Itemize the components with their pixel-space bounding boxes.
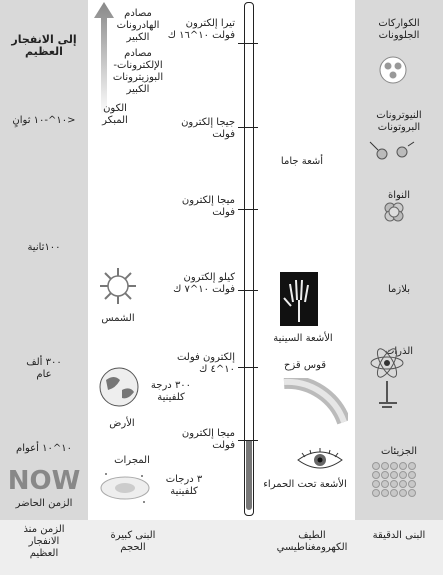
now-logo: NOW (7, 466, 81, 496)
nucleus-label: النواة (387, 190, 411, 201)
hadron-collider-label: مصادم الهادرونات الكبير (116, 8, 160, 43)
thermometer-fill (246, 440, 252, 510)
energy-label-mev: ميجا إلكترون فولت (181, 195, 235, 218)
earth-icon (98, 366, 140, 408)
energy-label-gev: جيجا إلكترون فولت (181, 117, 235, 140)
scale-tick (238, 43, 258, 44)
thermometer-tube (244, 2, 254, 516)
time-label-3: ٣٠٠ ألف عام (26, 357, 62, 380)
atoms-label: الذرات (384, 346, 414, 357)
scale-tick (238, 367, 258, 368)
nucleus-icon (382, 200, 406, 224)
xray-label: الأشعة السينية (273, 333, 333, 344)
nucleons-label: النيوترونات البروتونات (376, 110, 422, 133)
energy-label-ev: إلكترون فولت ١٠^٤ ك (176, 352, 235, 375)
energy-label-kev: كيلو إلكترون فولت ١٠^٧ ك (173, 272, 235, 295)
early-universe-label: الكون المبكر (102, 103, 128, 126)
time-column (0, 0, 88, 520)
xray-hand-icon (280, 272, 318, 326)
electron-collider-label: مصادم الإلكترونات- البوزيترونات الكبير (112, 48, 164, 95)
rainbow-icon (280, 378, 348, 426)
galaxies-temp-label: ٣ درجات كلفينية (165, 474, 203, 497)
footer-large-structures: البنى كبيرة الحجم (110, 530, 156, 553)
time-label-1: <١٠^-١٠ ثوانٍ (12, 115, 76, 126)
scale-tick (238, 440, 258, 441)
gamma-label: أشعة جاما (280, 156, 324, 167)
sun-label: الشمس (101, 313, 135, 324)
infrared-label: الأشعة تحت الحمراء (263, 479, 347, 490)
time-label-2: ١٠٠ثانية (27, 242, 61, 253)
galaxy-icon (98, 468, 152, 508)
scale-tick (238, 209, 258, 210)
eye-icon (296, 448, 344, 472)
time-column-header: إلى الانفجار العظيم (11, 33, 77, 58)
quarks-label: الكواركات الجلوونات (378, 18, 420, 41)
footer-time: الزمن منذ الانفجار العظيم (23, 524, 65, 559)
galaxies-label: المجرات (114, 455, 150, 466)
energy-label-tev: تيرا إلكترون فولت ١٠^١٦ ك (167, 18, 235, 41)
sun-icon (100, 268, 136, 304)
earth-label: الأرض (109, 418, 135, 429)
rainbow-label: قوس قزح (283, 360, 327, 371)
earth-temp-label: ٣٠٠ درجة كلفينية (150, 380, 192, 403)
now-label: الزمن الحاضر (15, 498, 73, 509)
energy-label-mev-2: ميجا إلكترون فولت (181, 428, 235, 451)
footer-small-structures: البنى الدقيقة (372, 530, 426, 541)
quark-icon (378, 55, 408, 85)
scale-tick (238, 127, 258, 128)
time-label-4: ١٠^١٠ أعوام (16, 443, 72, 454)
atom-icon (367, 345, 415, 415)
up-arrow-icon (92, 2, 116, 117)
molecules-label: الجزيئات (380, 446, 418, 457)
scale-tick (238, 290, 258, 291)
plasma-label: بلازما (388, 284, 410, 295)
footer-spectrum: الطيف الكهرومغناطيسي (276, 530, 348, 553)
nucleon-icon (368, 140, 418, 166)
molecule-grid-icon (372, 462, 416, 502)
